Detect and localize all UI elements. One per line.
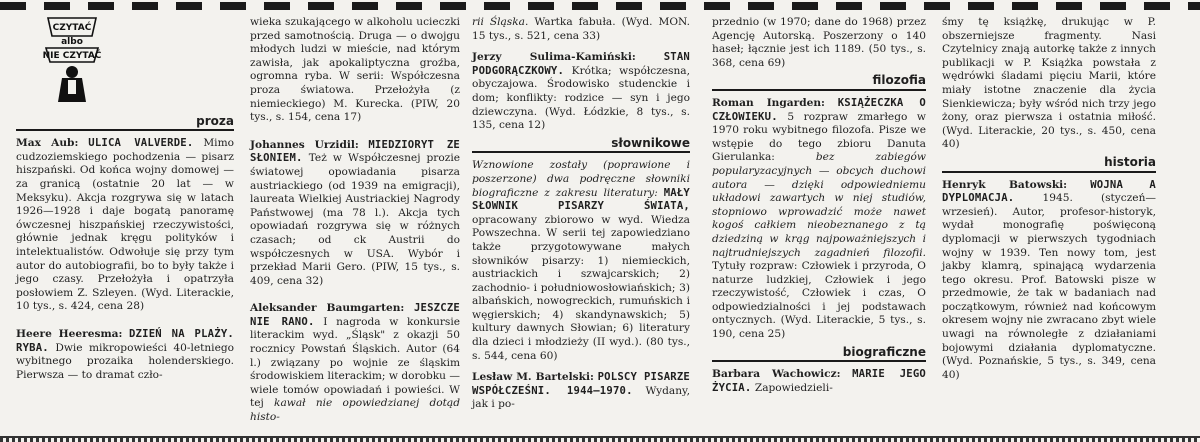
- entry-italic-text: Wznowione zostały (poprawione i poszerzone) dwa podręczne słowniki biograficzne z zakresu literatury:: [472, 159, 690, 199]
- entry-max-aub: [16, 137, 234, 314]
- entry-author: Heere Heeresma:: [16, 327, 123, 340]
- entry-italic-text: rii Śląska.: [472, 16, 529, 28]
- column-5: [942, 16, 1156, 382]
- entry-text: Też w Współczesnej prozie światowej opowiadania pisarza austriackiego (od 1939 na emigracji), laureata Wielkiej Austriackiej Nagrody Państwowej (ma 78 l.). Akcja tych opowiadań rozgrywa się w różnych czasach; od ck Austrii do współczesnych w USA. Wybór i przekład Marii Gero. (PIW, 15 tys., s. 409, cena 32): [250, 152, 460, 287]
- entry-title: JESZCZE NIE RANO.: [250, 302, 460, 328]
- entry-leslaw-bartelski: [472, 371, 690, 412]
- section-heading-biograficzne: biograficzne: [712, 346, 926, 363]
- column-4: [712, 16, 926, 395]
- entry-title: MIEDZIORYT ZE SŁONIEM.: [250, 138, 461, 165]
- entry-slowniki: [472, 159, 690, 363]
- entry-text: Wartka fabuła. (Wyd. MON. 15 tys., s. 521, cena 33): [472, 16, 690, 42]
- entry-author: Henryk Batowski:: [942, 178, 1068, 191]
- section-heading-proza: proza: [16, 115, 234, 132]
- column-1: [16, 16, 234, 382]
- entry-text: wieka szukającego w alkoholu ucieczki przed samotnością. Druga — o dwojgu młodych ludzi w mieście, nad którym zawisła, jak apokaliptyczna groźba, ogromna ryba. W serii: Współczesna proza światowa. Przełożyła (z niemieckiego) M. Kurecka. (PIW, 20 tys., s. 154, cena 17): [250, 16, 460, 124]
- entry-author: Max Aub:: [16, 137, 79, 150]
- entry-title: MARIE JEGO ŻYCIA.: [712, 368, 927, 394]
- entry-text: przednio (w 1970; dane do 1968) przez Agencję Autorską. Poszerzony o 140 haseł; łącznie jest ich 1189. (50 tys., s. 368, cena 69): [712, 16, 926, 69]
- svg-text:albo: albo: [61, 37, 83, 47]
- entry-text: Dwie mikropowieści 40-letniego wybitnego prozaika holenderskiego. Pierwsza — to dramat czło-: [16, 341, 234, 381]
- entry-text: I nagroda w konkursie literackim wyd. „Śląsk" z okazji 50 rocznicy Powstań Śląskich. Autor (64 l.) związany po wojnie ze śląskim środowiskiem literackim; w dorobku — wiele tomów opowiadań i powieści. W tej: [250, 315, 461, 410]
- svg-text:NIE CZYTAĆ: NIE CZYTAĆ: [42, 51, 102, 61]
- entry-author: Roman Ingarden:: [712, 96, 825, 109]
- entry-aleksander-baumgarten: [250, 302, 460, 424]
- top-dashed-rule: [0, 2, 1200, 10]
- entry-text: opracowany zbiorowo w wyd. Wiedza Powszechna. W serii tej zapowiedziano także przygotowywane małych słowników pisarzy: 1) niemieckich, austriackich i szwajcarskich; 2) zachodnio- i południowosłowiańskich; 3) albańskich, nowogreckich, rumuńskich i węgierskich; 4) skandynawskich; 5) kultury dawnych Słowian; 6) literatury dla dzieci i młodzieży (II wyd.). (80 tys., s. 544, cena 60): [472, 213, 690, 362]
- svg-text:CZYTAĆ: CZYTAĆ: [52, 23, 92, 33]
- entry-title: POLSCY PISARZE WSPÓŁCZEŚNI. 1944—1970.: [472, 371, 691, 397]
- column-2: [250, 16, 460, 425]
- entry-author: Jerzy Sulima-Kamiński:: [472, 51, 636, 64]
- entry-text: Mimo cudzoziemskiego pochodzenia — pisarz hiszpański. Od końca wojny domowej — za granicą (ostatnie 20 lat — w Meksyku). Akcja rozgrywa się w latach 1926—1928 i daje bogatą panoramę ówczesnej hiszpańskiej rzeczywistości, głównie jednak kręgu polityków i intelektualistów. Odwołuje się przy tym autor do autobiografii, bo to były także i jego czasy. Przełożyła i opatrzyła posłowiem Z. Szleyen. (Wyd. Literackie, 10 tys., s. 424, cena 28): [16, 137, 234, 313]
- entry-henryk-batowski: [942, 179, 1156, 383]
- entry-title: STAN PODGORĄCZKOWY.: [472, 51, 690, 77]
- entry-title: DZIEŃ NA PLAŻY. RYBA.: [16, 327, 234, 354]
- entry-continued: [942, 16, 1156, 152]
- entry-text: 1945. (styczeń—wrzesień). Autor, profesor-historyk, wydał monografię poświęconą dyplomacji w pierwszych tygodniach wojny w 1939. Ten nowy tom, jest jakby klamrą, spinającą wydarzenia tego okresu. Prof. Batowski pisze w przedmowie, że tak w badaniach nad początkowym, również nad końcowym okresem wojny nie zwracano zbyt wiele uwagi na równoległe z działaniami bojowymi działania dyplomatyczne. (Wyd. Poznańskie, 5 tys., s. 349, cena 40): [942, 192, 1156, 381]
- section-heading-slownikowe: słownikowe: [472, 137, 690, 154]
- entry-author: Barbara Wachowicz:: [712, 368, 841, 381]
- entry-continued: [712, 16, 926, 70]
- entry-italic-text: bez zabiegów popularyzacyjnych — obcych duchowi autora — dzięki odpowiedniemu układowi zawartych w niej studiów, stopniowo wprowadzić może nawet kogoś całkiem nieobeznanego z tą dziedziną w krąg najpoważniejszych i najtrudniejszych zagadnień filozofii.: [712, 151, 926, 259]
- entry-title: WOJNA A DYPLOMACJA.: [942, 178, 1156, 205]
- entry-author: Johannes Urzidil:: [250, 138, 359, 151]
- entry-text: Zapowiedzieli-: [754, 381, 833, 394]
- bottom-sprocket-edge: [0, 438, 1200, 442]
- entry-text: Wydany, jak i po-: [472, 384, 690, 411]
- entry-title: MAŁY SŁOWNIK PISARZY ŚWIATA,: [472, 186, 690, 213]
- section-heading-historia: historia: [942, 156, 1156, 173]
- entry-text: 5 rozpraw zmarłego w 1970 roku wybitnego filozofa. Pisze we wstępie do tego zbioru Danuta Gierulanka:: [712, 110, 926, 164]
- czytac-albo-nie-czytac-logo: [42, 16, 102, 106]
- entry-johannes-urzidil: [250, 139, 460, 289]
- entry-continued: [250, 16, 460, 125]
- entry-author: Aleksander Baumgarten:: [250, 302, 405, 315]
- entry-text: śmy tę książkę, drukując w P. obszerniejsze fragmenty. Nasi Czytelnicy znają autorkę także z innych publikacji w P. Książka powstała z wędrówki śladami pięciu Marii, które miały istotne znaczenie dla życia Sienkiewicza; były wśród nich trzy jego żony, oraz pierwsza i ostatnia miłość. (Wyd. Literackie, 20 tys., s. 450, cena 40): [942, 16, 1156, 151]
- entry-barbara-wachowicz: [712, 368, 926, 395]
- entry-title: KSIĄŻECZKA O CZŁOWIEKU.: [712, 96, 926, 123]
- entry-title: ULICA VALVERDE.: [88, 137, 194, 150]
- entry-text: Tytuły rozpraw: Człowiek i przyroda, O naturze ludzkiej, Człowiek i jego rzeczywistość, Człowiek i czas, O odpowiedzialności i jej podstawach ontycznych. (Wyd. Literackie, 5 tys., s. 190, cena 25): [712, 260, 926, 341]
- entry-heere-heeresma: [16, 328, 234, 382]
- entry-roman-ingarden: [712, 97, 926, 342]
- entry-jerzy-sulima-kaminski: [472, 51, 690, 133]
- section-heading-filozofia: filozofia: [712, 74, 926, 91]
- entry-italic-text: kawał nie opowiedzianej dotąd histo-: [250, 397, 460, 424]
- column-3: [472, 16, 690, 412]
- entry-text: Krótka; współczesna, obyczajowa. Środowisko studenckie i dom; konflikty: rodzice — syn i jego dziewczyna. (Wyd. Łódzkie, 8 tys., s. 135, cena 12): [472, 64, 690, 132]
- entry-author: Lesław M. Bartelski:: [472, 371, 594, 384]
- entry-continued: [472, 16, 690, 43]
